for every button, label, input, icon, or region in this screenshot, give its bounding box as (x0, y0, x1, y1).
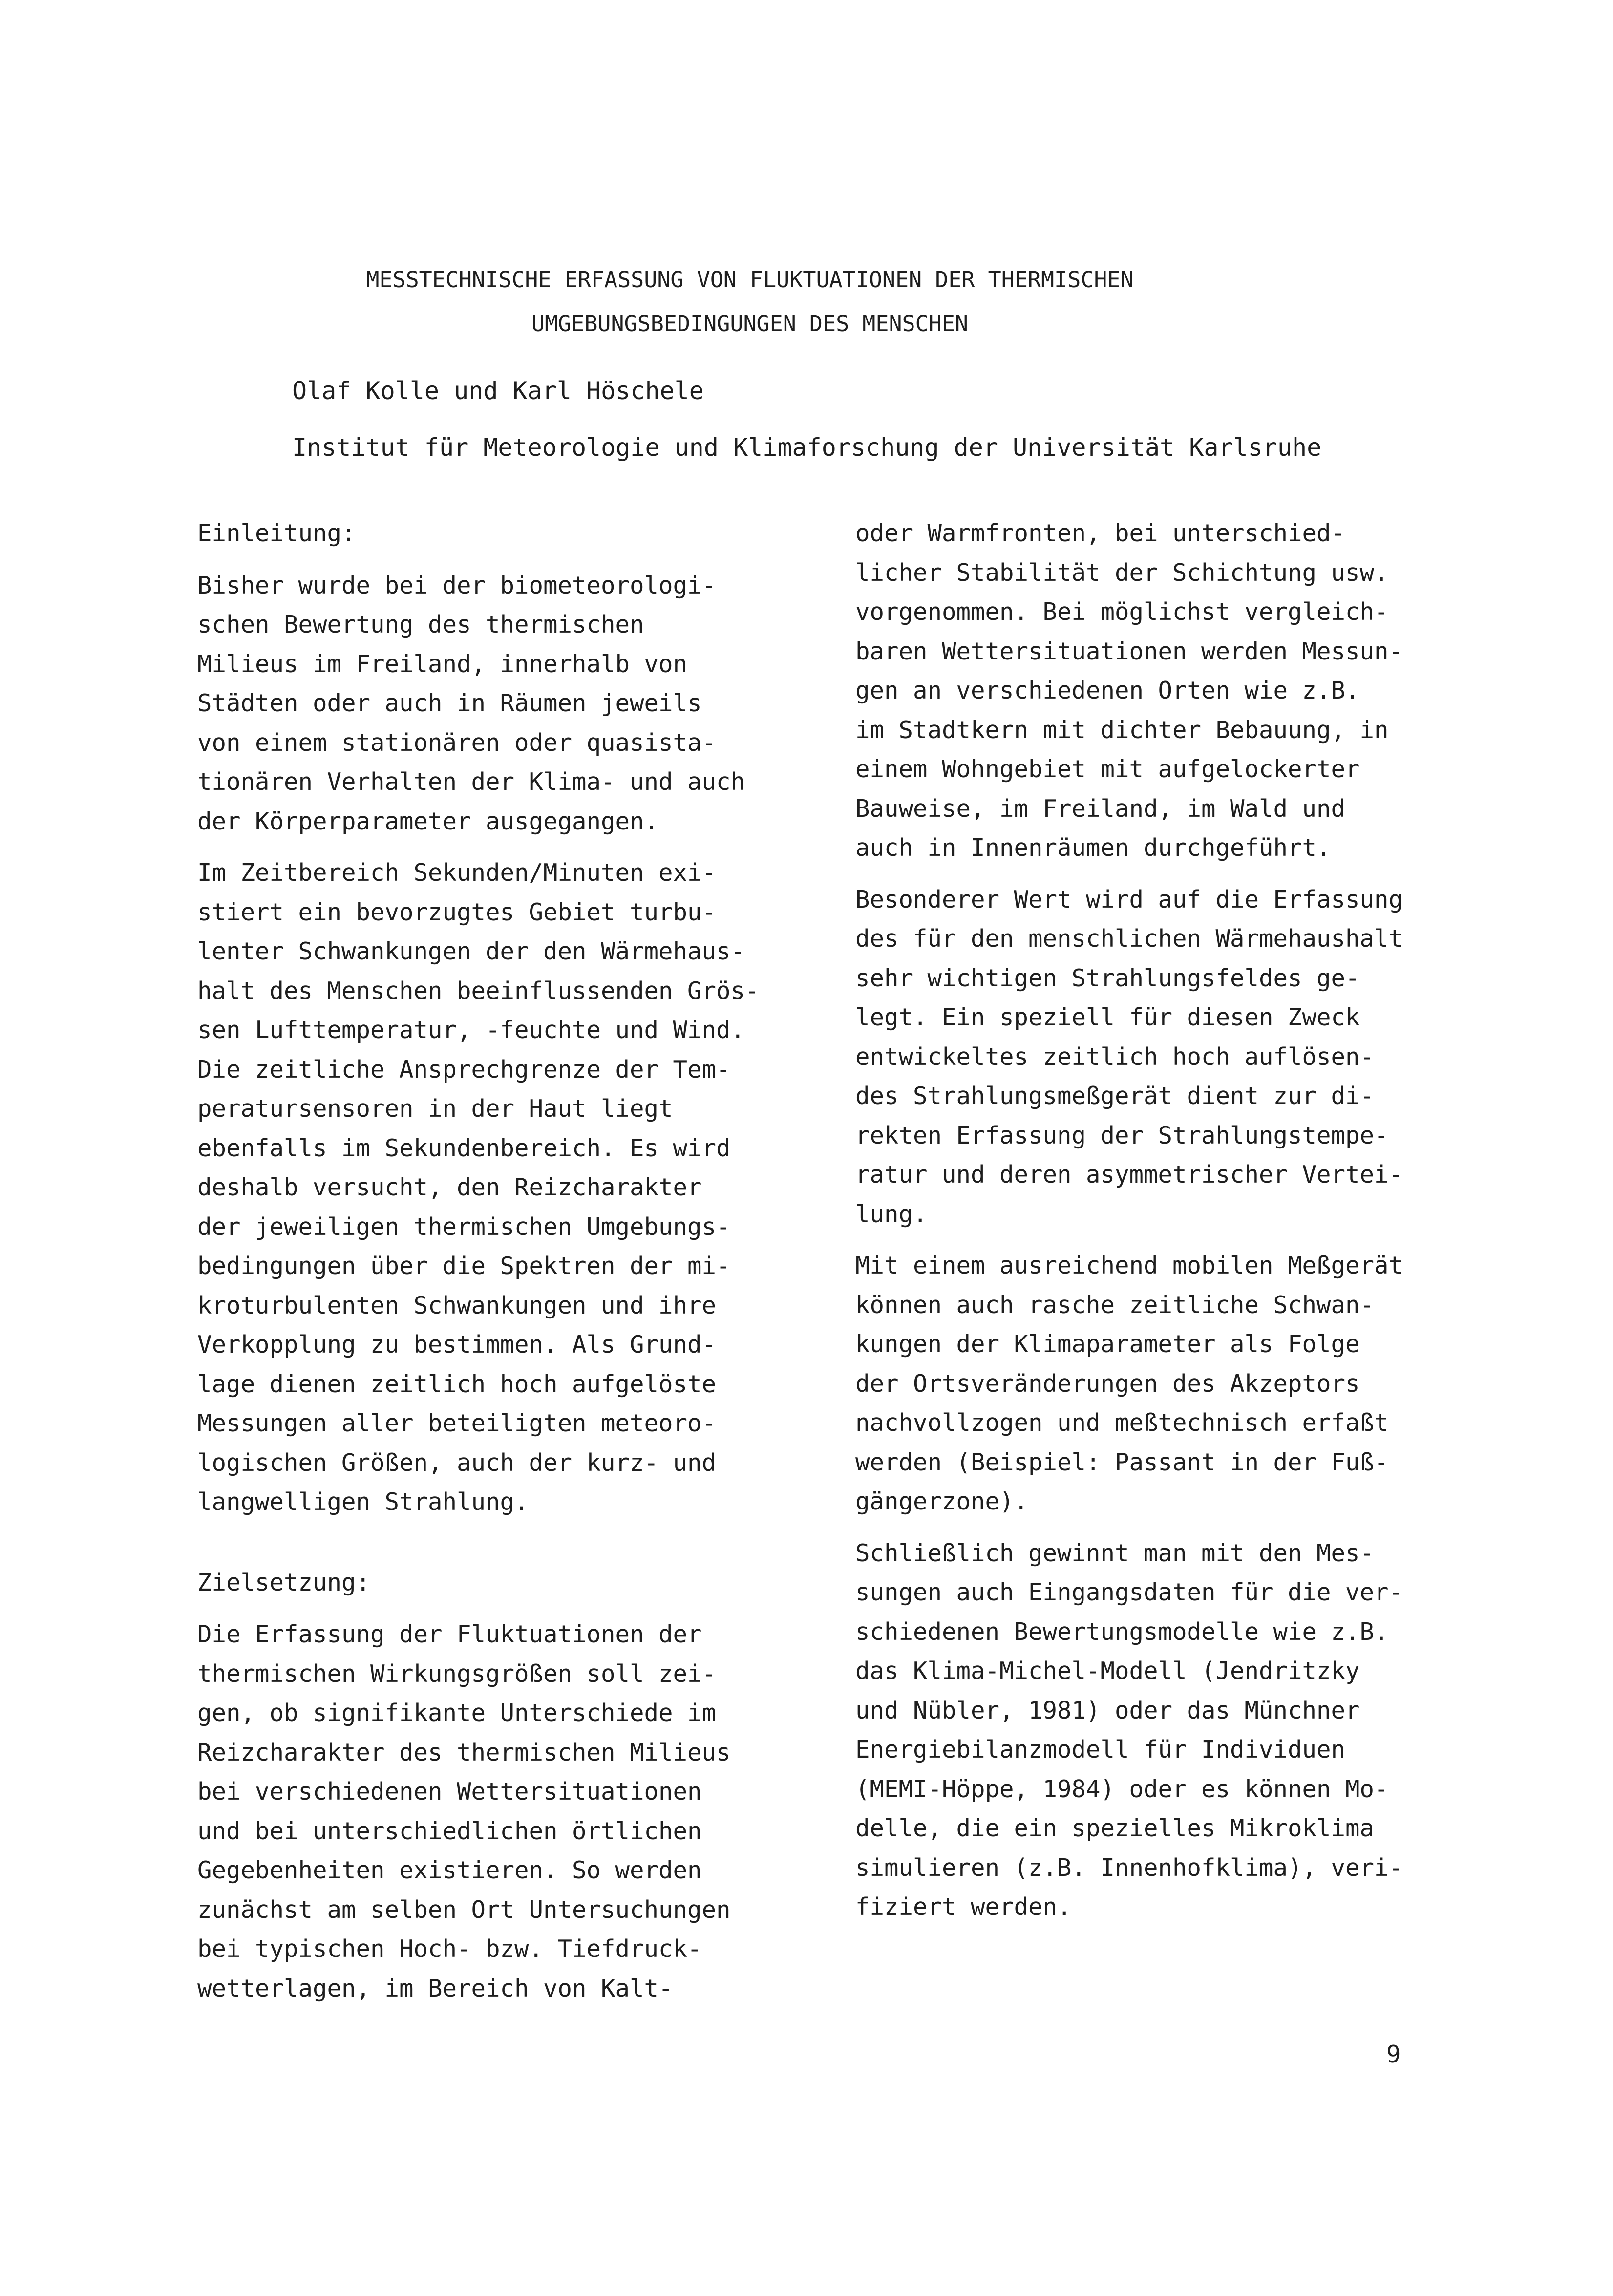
paragraph (855, 1534, 1481, 1927)
text-line: gen an verschiedenen Orten wie z.B. (855, 677, 1360, 704)
text-line: schen Bewertung des thermischen (197, 611, 644, 638)
left-column (197, 514, 823, 2020)
author-block (292, 362, 1321, 476)
text-line: lenter Schwankungen der den Wärmehaus- (197, 937, 745, 965)
text-line: deshalb versucht, den Reizcharakter (197, 1173, 702, 1201)
text-line: zunächst am selben Ort Untersuchungen (197, 1895, 731, 1924)
title-line-2: UMGEBUNGSBEDINGUNGEN DES MENSCHEN (531, 311, 969, 337)
text-line: rekten Erfassung der Strahlungstempe- (855, 1121, 1389, 1149)
text-line: kungen der Klimaparameter als Folge (855, 1330, 1360, 1358)
text-line: vorgenommen. Bei möglichst vergleich- (855, 598, 1389, 626)
right-column (855, 514, 1481, 1939)
text-line: lage dienen zeitlich hoch aufgelöste (197, 1370, 717, 1398)
text-line: logischen Größen, auch der kurz- und (197, 1448, 717, 1477)
text-line: sen Lufttemperatur, -feuchte und Wind. (197, 1016, 745, 1044)
paragraph (197, 566, 823, 842)
text-line: Verkopplung zu bestimmen. Als Grund- (197, 1331, 717, 1359)
text-line: und bei unterschiedlichen örtlichen (197, 1817, 702, 1845)
text-line: sungen auch Eingangsdaten für die ver- (855, 1578, 1403, 1606)
text-line: licher Stabilität der Schichtung usw. (855, 558, 1389, 587)
text-line: halt des Menschen beeinflussenden Grös- (197, 977, 760, 1005)
text-line: des für den menschlichen Wärmehaushalt (855, 925, 1403, 953)
text-line: der Ortsveränderungen des Akzeptors (855, 1369, 1360, 1398)
text-line: das Klima-Michel-Modell (Jendritzky (855, 1657, 1360, 1685)
text-line: tionären Verhalten der Klima- und auch (197, 768, 745, 796)
text-line: lung. (855, 1200, 928, 1228)
page-number: 9 (1386, 2041, 1401, 2068)
text-line: oder Warmfronten, bei unterschied- (855, 519, 1346, 547)
text-line: entwickeltes zeitlich hoch auflösen- (855, 1042, 1375, 1071)
text-line: ebenfalls im Sekundenbereich. Es wird (197, 1134, 731, 1162)
text-line: thermischen Wirkungsgrößen soll zei- (197, 1659, 717, 1688)
text-line: baren Wettersituationen werden Messun- (855, 637, 1403, 665)
text-line: langwelligen Strahlung. (197, 1488, 529, 1516)
text-line: ratur und deren asymmetrischer Vertei- (855, 1161, 1403, 1189)
text-line: simulieren (z.B. Innenhofklima), veri- (855, 1853, 1403, 1882)
text-line: einem Wohngebiet mit aufgelockerter (855, 755, 1360, 783)
text-line: Besonderer Wert wird auf die Erfassung (855, 885, 1403, 914)
text-line: gen, ob signifikante Unterschiede im (197, 1699, 717, 1727)
section-heading-zielsetzung: Zielsetzung: (197, 1568, 371, 1596)
text-line: der Körperparameter ausgegangen. (197, 807, 659, 835)
author-affiliation: Institut für Meteorologie und Klimaforschung der Universität Karlsruhe (292, 433, 1322, 462)
text-line: sehr wichtigen Strahlungsfeldes ge- (855, 964, 1360, 992)
paragraph (855, 514, 1481, 868)
text-line: und Nübler, 1981) oder das Münchner (855, 1696, 1360, 1724)
title-line-1: MESSTECHNISCHE ERFASSUNG VON FLUKTUATIONEN DER THERMISCHEN (366, 267, 1134, 293)
text-line: wetterlagen, im Bereich von Kalt- (197, 1974, 673, 2002)
section-heading-einleitung: Einleitung: (197, 519, 356, 547)
text-line: Gegebenheiten existieren. So werden (197, 1856, 702, 1884)
text-line: bei typischen Hoch- bzw. Tiefdruck- (197, 1935, 702, 1963)
text-line: Milieus im Freiland, innerhalb von (197, 650, 688, 678)
text-line: des Strahlungsmeßgerät dient zur di- (855, 1082, 1375, 1110)
text-line: Schließlich gewinnt man mit den Mes- (855, 1539, 1375, 1567)
text-line: werden (Beispiel: Passant in der Fuß- (855, 1448, 1389, 1476)
paragraph (197, 853, 823, 1522)
author-names: Olaf Kolle und Karl Höschele (292, 377, 704, 405)
paragraph (197, 1615, 823, 2008)
text-line: bei verschiedenen Wettersituationen (197, 1778, 702, 1806)
text-line: Mit einem ausreichend mobilen Meßgerät (855, 1252, 1403, 1279)
text-line: Im Zeitbereich Sekunden/Minuten exi- (197, 859, 717, 887)
text-line: Reizcharakter des thermischen Milieus (197, 1738, 731, 1766)
text-line: nachvollzogen und meßtechnisch erfaßt (855, 1409, 1389, 1437)
text-line: Bisher wurde bei der biometeorologi- (197, 571, 717, 599)
text-line: delle, die ein spezielles Mikroklima (855, 1814, 1375, 1842)
text-line: fiziert werden. (855, 1893, 1072, 1921)
paragraph (855, 880, 1481, 1234)
text-line: kroturbulenten Schwankungen und ihre (197, 1291, 717, 1319)
text-line: im Stadtkern mit dichter Bebauung, in (855, 716, 1389, 744)
text-line: Bauweise, im Freiland, im Wald und (855, 794, 1346, 823)
text-line: Städten oder auch in Räumen jeweils (197, 689, 702, 717)
text-line: können auch rasche zeitliche Schwan- (855, 1291, 1375, 1319)
text-line: bedingungen über die Spektren der mi- (197, 1252, 731, 1280)
text-line: der jeweiligen thermischen Umgebungs- (197, 1212, 731, 1241)
text-line: stiert ein bevorzugtes Gebiet turbu- (197, 898, 717, 926)
text-line: legt. Ein speziell für diesen Zweck (855, 1003, 1360, 1031)
text-line: Energiebilanzmodell für Individuen (855, 1736, 1346, 1764)
text-line: Die zeitliche Ansprechgrenze der Tem- (197, 1055, 731, 1084)
text-line: gängerzone). (855, 1488, 1029, 1515)
paragraph (855, 1246, 1481, 1522)
text-line: Messungen aller beteiligten meteoro- (197, 1409, 717, 1437)
text-line: von einem stationären oder quasista- (197, 728, 717, 757)
text-line: auch in Innenräumen durchgeführt. (855, 834, 1331, 862)
text-line: Die Erfassung der Fluktuationen der (197, 1620, 702, 1648)
text-line: (MEMI-Höppe, 1984) oder es können Mo- (855, 1775, 1389, 1803)
text-line: peratursensoren in der Haut liegt (197, 1095, 673, 1123)
paper-title (291, 258, 1209, 346)
text-line: schiedenen Bewertungsmodelle wie z.B. (855, 1617, 1389, 1646)
